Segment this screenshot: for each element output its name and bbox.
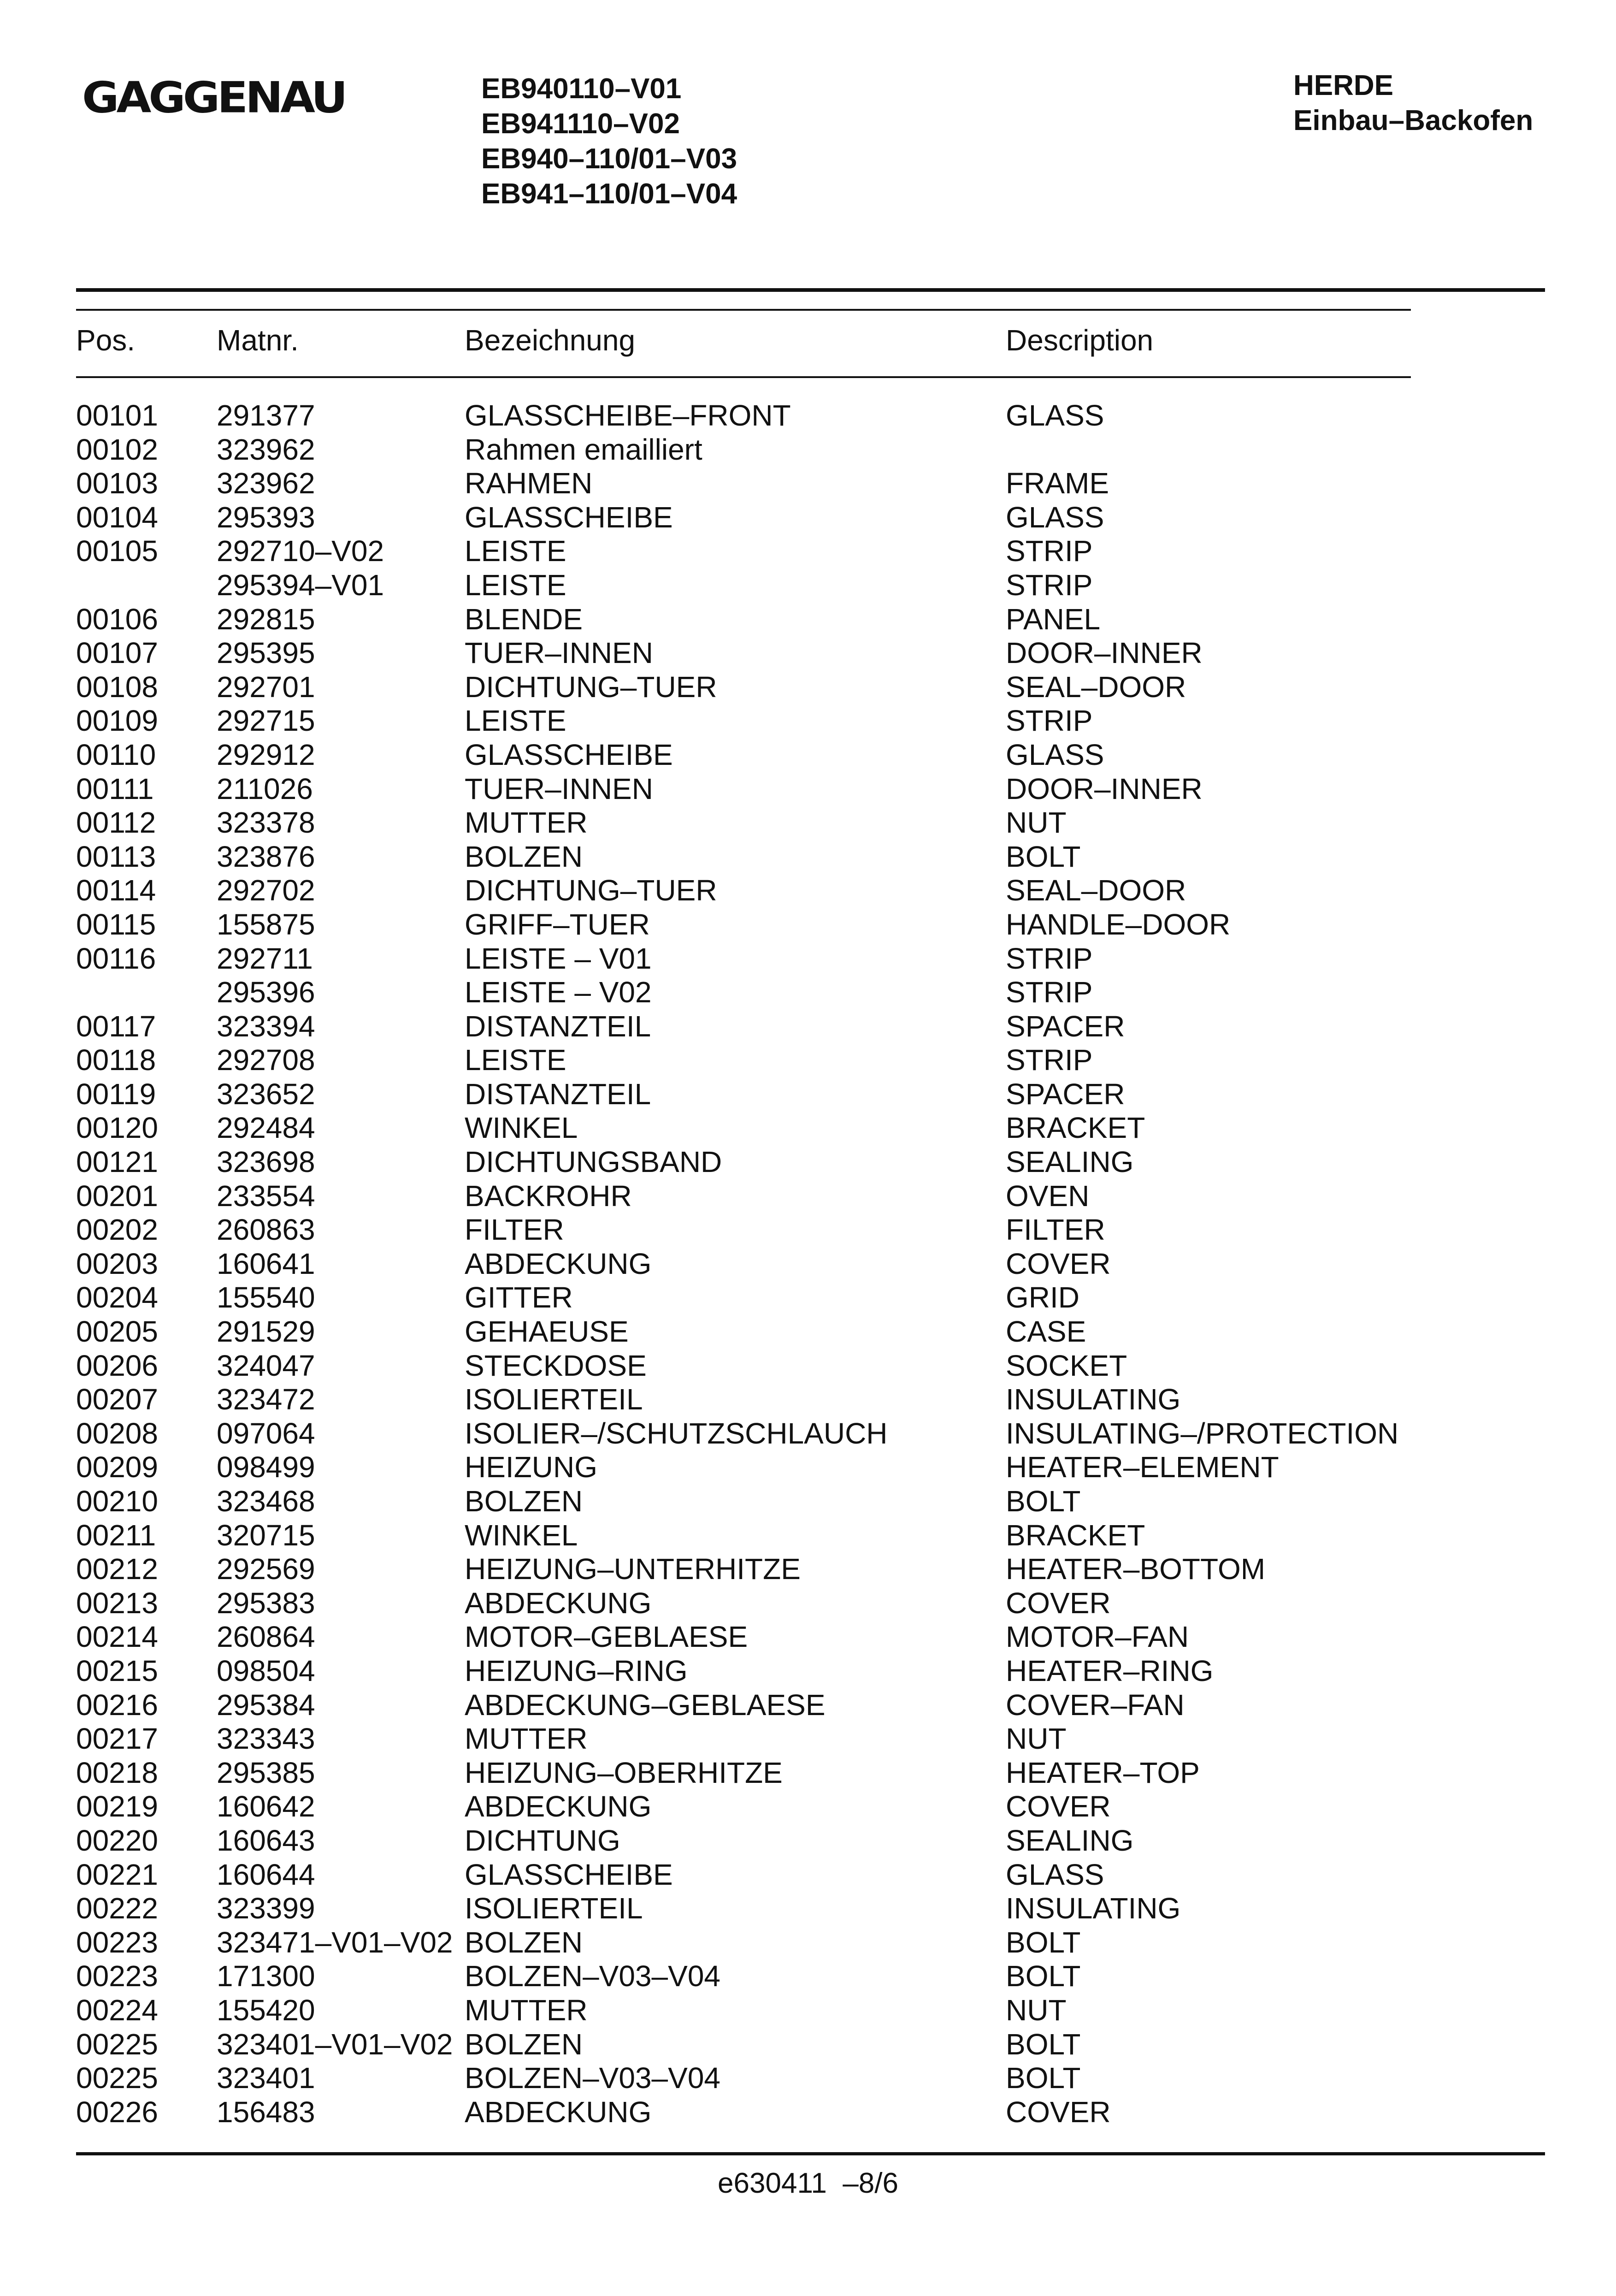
table-row — [76, 602, 1551, 636]
cell-description: STRIP — [1006, 534, 1093, 568]
cell-description: BRACKET — [1006, 1518, 1145, 1552]
cell-description: SEAL–DOOR — [1006, 874, 1186, 907]
cell-bezeichnung: BLENDE — [465, 602, 583, 636]
cell-matnr: 171300 — [217, 1959, 315, 1993]
cell-matnr: 098504 — [217, 1654, 315, 1687]
cell-pos: 00203 — [76, 1247, 158, 1280]
cell-description: STRIP — [1006, 976, 1093, 1009]
cell-description: BOLT — [1006, 1959, 1081, 1993]
column-header-pos: Pos. — [76, 324, 136, 357]
table-row — [76, 1349, 1551, 1383]
cell-description: CASE — [1006, 1315, 1086, 1349]
cell-description: COVER — [1006, 1247, 1111, 1280]
cell-bezeichnung: DISTANZTEIL — [465, 1077, 651, 1111]
cell-description: SOCKET — [1006, 1349, 1127, 1382]
cell-pos: 00204 — [76, 1281, 158, 1314]
table-row — [76, 500, 1551, 534]
table-row — [76, 805, 1551, 840]
cell-bezeichnung: GRIFF–TUER — [465, 907, 650, 941]
table-row — [76, 772, 1551, 806]
cell-description: BOLT — [1006, 2061, 1081, 2095]
cell-matnr: 260864 — [217, 1620, 315, 1654]
table-row — [76, 2061, 1551, 2095]
cell-matnr: 160644 — [217, 1858, 315, 1891]
table-row — [76, 1891, 1551, 1925]
table-row — [76, 1858, 1551, 1892]
cell-bezeichnung: ABDECKUNG — [465, 1790, 652, 1823]
cell-description: SPACER — [1006, 1077, 1125, 1111]
cell-description: BRACKET — [1006, 1111, 1145, 1145]
cell-description: DOOR–INNER — [1006, 772, 1203, 805]
table-row — [76, 1925, 1551, 1959]
column-header-matnr: Matnr. — [217, 324, 299, 357]
cell-bezeichnung: DICHTUNG–TUER — [465, 874, 717, 907]
top-divider — [76, 288, 1545, 292]
cell-pos: 00109 — [76, 704, 158, 738]
table-row — [76, 1179, 1551, 1213]
cell-bezeichnung: DICHTUNGSBAND — [465, 1145, 722, 1179]
table-row — [76, 1756, 1551, 1790]
cell-pos: 00211 — [76, 1518, 156, 1552]
table-row — [76, 1111, 1551, 1145]
cell-pos: 00223 — [76, 1925, 158, 1959]
cell-matnr: 323471–V01–V02 — [217, 1925, 453, 1959]
cell-matnr: 323394 — [217, 1009, 315, 1043]
cell-matnr: 260863 — [217, 1213, 315, 1247]
cell-bezeichnung: RAHMEN — [465, 467, 593, 500]
table-row — [76, 1382, 1551, 1416]
cell-pos: 00208 — [76, 1416, 158, 1450]
cell-bezeichnung: LEISTE — [465, 1043, 566, 1077]
column-header-bezeichnung: Bezeichnung — [465, 324, 636, 357]
table-row — [76, 1314, 1551, 1349]
header-divider-top — [76, 309, 1411, 311]
cell-matnr: 323962 — [217, 467, 315, 500]
product-category — [1293, 68, 1533, 138]
cell-pos: 00225 — [76, 2027, 158, 2061]
cell-bezeichnung: LEISTE — [465, 568, 566, 602]
table-row — [76, 1247, 1551, 1281]
cell-pos: 00105 — [76, 534, 158, 568]
table-row — [76, 1484, 1551, 1518]
cell-matnr: 292711 — [217, 941, 313, 975]
cell-matnr: 098499 — [217, 1450, 315, 1484]
cell-description: INSULATING — [1006, 1383, 1181, 1416]
table-row — [76, 670, 1551, 704]
cell-bezeichnung: MUTTER — [465, 1993, 588, 2027]
model-number: EB940110–V01 — [481, 73, 682, 105]
cell-bezeichnung: GLASSCHEIBE — [465, 1858, 673, 1891]
table-row — [76, 2095, 1551, 2129]
cell-description: COVER — [1006, 1790, 1111, 1823]
cell-bezeichnung: TUER–INNEN — [465, 772, 653, 805]
cell-matnr: 295393 — [217, 500, 315, 534]
cell-bezeichnung: MUTTER — [465, 1722, 588, 1756]
cell-description: GLASS — [1006, 738, 1104, 771]
cell-bezeichnung: LEISTE – V01 — [465, 941, 652, 975]
table-row — [76, 1552, 1551, 1586]
cell-pos: 00106 — [76, 602, 158, 636]
cell-matnr: 155875 — [217, 907, 315, 941]
cell-bezeichnung: TUER–INNEN — [465, 636, 653, 670]
cell-matnr: 323472 — [217, 1383, 315, 1416]
cell-matnr: 292708 — [217, 1043, 315, 1077]
cell-pos: 00214 — [76, 1620, 158, 1654]
cell-description: BOLT — [1006, 840, 1081, 873]
cell-pos: 00118 — [76, 1043, 156, 1077]
cell-matnr: 292701 — [217, 670, 315, 704]
cell-pos: 00114 — [76, 874, 156, 907]
cell-description: STRIP — [1006, 704, 1093, 738]
category-subtitle: Einbau–Backofen — [1293, 105, 1533, 136]
cell-pos: 00222 — [76, 1892, 158, 1925]
cell-matnr: 323401–V01–V02 — [217, 2027, 453, 2061]
cell-bezeichnung: LEISTE — [465, 534, 566, 568]
cell-matnr: 292484 — [217, 1111, 315, 1145]
table-row — [76, 1722, 1551, 1756]
cell-description: SEALING — [1006, 1145, 1134, 1179]
table-row — [76, 704, 1551, 738]
table-row — [76, 873, 1551, 907]
cell-bezeichnung: GLASSCHEIBE — [465, 500, 673, 534]
cell-pos: 00206 — [76, 1349, 158, 1382]
cell-description: GLASS — [1006, 500, 1104, 534]
cell-description: COVER–FAN — [1006, 1688, 1185, 1722]
cell-description: OVEN — [1006, 1179, 1090, 1213]
cell-matnr: 291377 — [217, 399, 315, 432]
cell-bezeichnung: Rahmen emailliert — [465, 432, 702, 466]
cell-bezeichnung: BOLZEN — [465, 2027, 583, 2061]
cell-matnr: 155420 — [217, 1993, 315, 2027]
cell-description: PANEL — [1006, 602, 1101, 636]
model-number: EB941–110/01–V04 — [481, 178, 737, 210]
cell-description: NUT — [1006, 1993, 1067, 2027]
model-number: EB940–110/01–V03 — [481, 143, 737, 175]
cell-matnr: 160641 — [217, 1247, 315, 1280]
cell-matnr: 295383 — [217, 1586, 315, 1620]
cell-matnr: 211026 — [217, 772, 313, 805]
model-list — [481, 71, 737, 212]
cell-matnr: 323652 — [217, 1077, 315, 1111]
table-row — [76, 1586, 1551, 1620]
cell-pos: 00113 — [76, 840, 156, 873]
cell-bezeichnung: ABDECKUNG — [465, 2095, 652, 2129]
cell-matnr: 292912 — [217, 738, 315, 771]
cell-pos: 00116 — [76, 941, 156, 975]
cell-description: SEALING — [1006, 1823, 1134, 1857]
cell-matnr: 320715 — [217, 1518, 315, 1552]
cell-pos: 00201 — [76, 1179, 158, 1213]
cell-bezeichnung: BOLZEN — [465, 1485, 583, 1518]
cell-bezeichnung: BOLZEN–V03–V04 — [465, 2061, 720, 2095]
cell-pos: 00219 — [76, 1790, 158, 1823]
cell-matnr: 323468 — [217, 1485, 315, 1518]
cell-pos: 00110 — [76, 738, 156, 771]
brand-logo: GAGGENAU — [82, 73, 345, 123]
cell-description: HEATER–TOP — [1006, 1756, 1200, 1789]
cell-description: STRIP — [1006, 1043, 1093, 1077]
cell-pos: 00108 — [76, 670, 158, 704]
table-row — [76, 2027, 1551, 2061]
cell-bezeichnung: BACKROHR — [465, 1179, 632, 1213]
cell-bezeichnung: LEISTE – V02 — [465, 976, 652, 1009]
cell-description: BOLT — [1006, 1925, 1081, 1959]
cell-matnr: 292815 — [217, 602, 315, 636]
cell-description: NUT — [1006, 806, 1067, 840]
table-row — [76, 568, 1551, 602]
cell-matnr: 323343 — [217, 1722, 315, 1756]
table-row — [76, 398, 1551, 432]
cell-description: STRIP — [1006, 941, 1093, 975]
cell-matnr: 097064 — [217, 1416, 315, 1450]
table-row — [76, 1959, 1551, 1993]
cell-bezeichnung: GLASSCHEIBE–FRONT — [465, 399, 791, 432]
cell-description: HEATER–RING — [1006, 1654, 1214, 1687]
cell-matnr: 292702 — [217, 874, 315, 907]
table-row — [76, 432, 1551, 467]
cell-pos: 00205 — [76, 1315, 158, 1349]
cell-description: FRAME — [1006, 467, 1109, 500]
table-row — [76, 1823, 1551, 1858]
cell-matnr: 156483 — [217, 2095, 315, 2129]
cell-description: GRID — [1006, 1281, 1079, 1314]
cell-matnr: 295396 — [217, 976, 315, 1009]
cell-bezeichnung: HEIZUNG–UNTERHITZE — [465, 1552, 801, 1586]
cell-description: FILTER — [1006, 1213, 1105, 1247]
cell-matnr: 323401 — [217, 2061, 315, 2095]
cell-bezeichnung: WINKEL — [465, 1111, 578, 1145]
cell-pos: 00210 — [76, 1485, 158, 1518]
table-row — [76, 1077, 1551, 1111]
cell-pos: 00213 — [76, 1586, 158, 1620]
cell-description: GLASS — [1006, 399, 1104, 432]
cell-pos: 00209 — [76, 1450, 158, 1484]
cell-bezeichnung: ISOLIERTEIL — [465, 1383, 643, 1416]
cell-description: STRIP — [1006, 568, 1093, 602]
cell-pos: 00102 — [76, 432, 158, 466]
cell-pos: 00117 — [76, 1009, 156, 1043]
cell-bezeichnung: ABDECKUNG — [465, 1247, 652, 1280]
cell-pos: 00207 — [76, 1383, 158, 1416]
table-row — [76, 1416, 1551, 1450]
parts-table-body — [76, 398, 1551, 2129]
cell-bezeichnung: ISOLIERTEIL — [465, 1892, 643, 1925]
cell-pos: 00121 — [76, 1145, 158, 1179]
bottom-divider — [76, 2152, 1545, 2155]
table-row — [76, 1789, 1551, 1823]
cell-matnr: 323378 — [217, 806, 315, 840]
cell-bezeichnung: LEISTE — [465, 704, 566, 738]
table-row — [76, 1450, 1551, 1484]
cell-bezeichnung: GLASSCHEIBE — [465, 738, 673, 771]
cell-description: MOTOR–FAN — [1006, 1620, 1189, 1654]
cell-description: INSULATING — [1006, 1892, 1181, 1925]
table-row — [76, 1620, 1551, 1654]
cell-bezeichnung: DISTANZTEIL — [465, 1009, 651, 1043]
table-row — [76, 1213, 1551, 1247]
table-row — [76, 1280, 1551, 1314]
cell-matnr: 324047 — [217, 1349, 315, 1382]
table-row — [76, 636, 1551, 670]
cell-pos: 00107 — [76, 636, 158, 670]
cell-description: SPACER — [1006, 1009, 1125, 1043]
cell-matnr: 323399 — [217, 1892, 315, 1925]
cell-matnr: 295384 — [217, 1688, 315, 1722]
table-row — [76, 1688, 1551, 1722]
cell-matnr: 292715 — [217, 704, 315, 738]
cell-bezeichnung: FILTER — [465, 1213, 564, 1247]
cell-bezeichnung: GITTER — [465, 1281, 573, 1314]
cell-matnr: 155540 — [217, 1281, 315, 1314]
cell-pos: 00119 — [76, 1077, 156, 1111]
cell-matnr: 160642 — [217, 1790, 315, 1823]
table-row — [76, 975, 1551, 1009]
cell-bezeichnung: BOLZEN — [465, 1925, 583, 1959]
cell-description: DOOR–INNER — [1006, 636, 1203, 670]
cell-pos: 00104 — [76, 500, 158, 534]
cell-matnr: 295385 — [217, 1756, 315, 1789]
cell-pos: 00226 — [76, 2095, 158, 2129]
cell-matnr: 323962 — [217, 432, 315, 466]
cell-pos: 00212 — [76, 1552, 158, 1586]
cell-bezeichnung: DICHTUNG — [465, 1823, 620, 1857]
cell-pos: 00202 — [76, 1213, 158, 1247]
table-row — [76, 840, 1551, 874]
cell-pos: 00115 — [76, 907, 156, 941]
table-row — [76, 907, 1551, 941]
cell-description: BOLT — [1006, 1485, 1081, 1518]
cell-pos: 00216 — [76, 1688, 158, 1722]
table-row — [76, 1654, 1551, 1688]
cell-matnr: 323698 — [217, 1145, 315, 1179]
table-row — [76, 466, 1551, 500]
table-row — [76, 1145, 1551, 1179]
cell-bezeichnung: WINKEL — [465, 1518, 578, 1552]
cell-description: HANDLE–DOOR — [1006, 907, 1231, 941]
cell-pos: 00112 — [76, 806, 156, 840]
cell-pos: 00215 — [76, 1654, 158, 1687]
cell-description: HEATER–ELEMENT — [1006, 1450, 1279, 1484]
cell-pos: 00217 — [76, 1722, 158, 1756]
cell-bezeichnung: BOLZEN — [465, 840, 583, 873]
cell-matnr: 295394–V01 — [217, 568, 384, 602]
cell-bezeichnung: MOTOR–GEBLAESE — [465, 1620, 748, 1654]
cell-bezeichnung: ABDECKUNG–GEBLAESE — [465, 1688, 826, 1722]
table-row — [76, 1043, 1551, 1077]
cell-description: BOLT — [1006, 2027, 1081, 2061]
cell-bezeichnung: ABDECKUNG — [465, 1586, 652, 1620]
cell-pos: 00220 — [76, 1823, 158, 1857]
cell-bezeichnung: GEHAEUSE — [465, 1315, 629, 1349]
cell-pos: 00224 — [76, 1993, 158, 2027]
cell-matnr: 292569 — [217, 1552, 315, 1586]
cell-matnr: 295395 — [217, 636, 315, 670]
cell-pos: 00103 — [76, 467, 158, 500]
header-divider-bottom — [76, 376, 1411, 378]
category-title: HERDE — [1293, 70, 1394, 101]
cell-description: GLASS — [1006, 1858, 1104, 1891]
table-row — [76, 1009, 1551, 1043]
cell-matnr: 233554 — [217, 1179, 315, 1213]
cell-matnr: 160643 — [217, 1823, 315, 1857]
table-row — [76, 1993, 1551, 2027]
cell-pos: 00111 — [76, 772, 154, 805]
cell-pos: 00218 — [76, 1756, 158, 1789]
cell-pos: 00225 — [76, 2061, 158, 2095]
cell-bezeichnung: STECKDOSE — [465, 1349, 647, 1382]
cell-pos: 00101 — [76, 399, 158, 432]
cell-bezeichnung: HEIZUNG — [465, 1450, 597, 1484]
model-number: EB941110–V02 — [481, 108, 680, 140]
table-row — [76, 534, 1551, 568]
cell-description: COVER — [1006, 2095, 1111, 2129]
cell-bezeichnung: HEIZUNG–RING — [465, 1654, 688, 1687]
cell-pos: 00120 — [76, 1111, 158, 1145]
cell-bezeichnung: BOLZEN–V03–V04 — [465, 1959, 720, 1993]
cell-pos: 00223 — [76, 1959, 158, 1993]
column-header-description: Description — [1006, 324, 1154, 357]
cell-bezeichnung: DICHTUNG–TUER — [465, 670, 717, 704]
table-row — [76, 738, 1551, 772]
table-row — [76, 941, 1551, 976]
cell-description: HEATER–BOTTOM — [1006, 1552, 1266, 1586]
cell-bezeichnung: HEIZUNG–OBERHITZE — [465, 1756, 783, 1789]
table-row — [76, 1518, 1551, 1552]
cell-pos: 00221 — [76, 1858, 158, 1891]
cell-matnr: 323876 — [217, 840, 315, 873]
cell-description: INSULATING–/PROTECTION — [1006, 1416, 1399, 1450]
cell-matnr: 292710–V02 — [217, 534, 384, 568]
cell-bezeichnung: MUTTER — [465, 806, 588, 840]
cell-matnr: 291529 — [217, 1315, 315, 1349]
document-reference: e630411 –8/6 — [718, 2167, 898, 2199]
cell-description: COVER — [1006, 1586, 1111, 1620]
cell-description: SEAL–DOOR — [1006, 670, 1186, 704]
cell-bezeichnung: ISOLIER–/SCHUTZSCHLAUCH — [465, 1416, 888, 1450]
cell-description: NUT — [1006, 1722, 1067, 1756]
